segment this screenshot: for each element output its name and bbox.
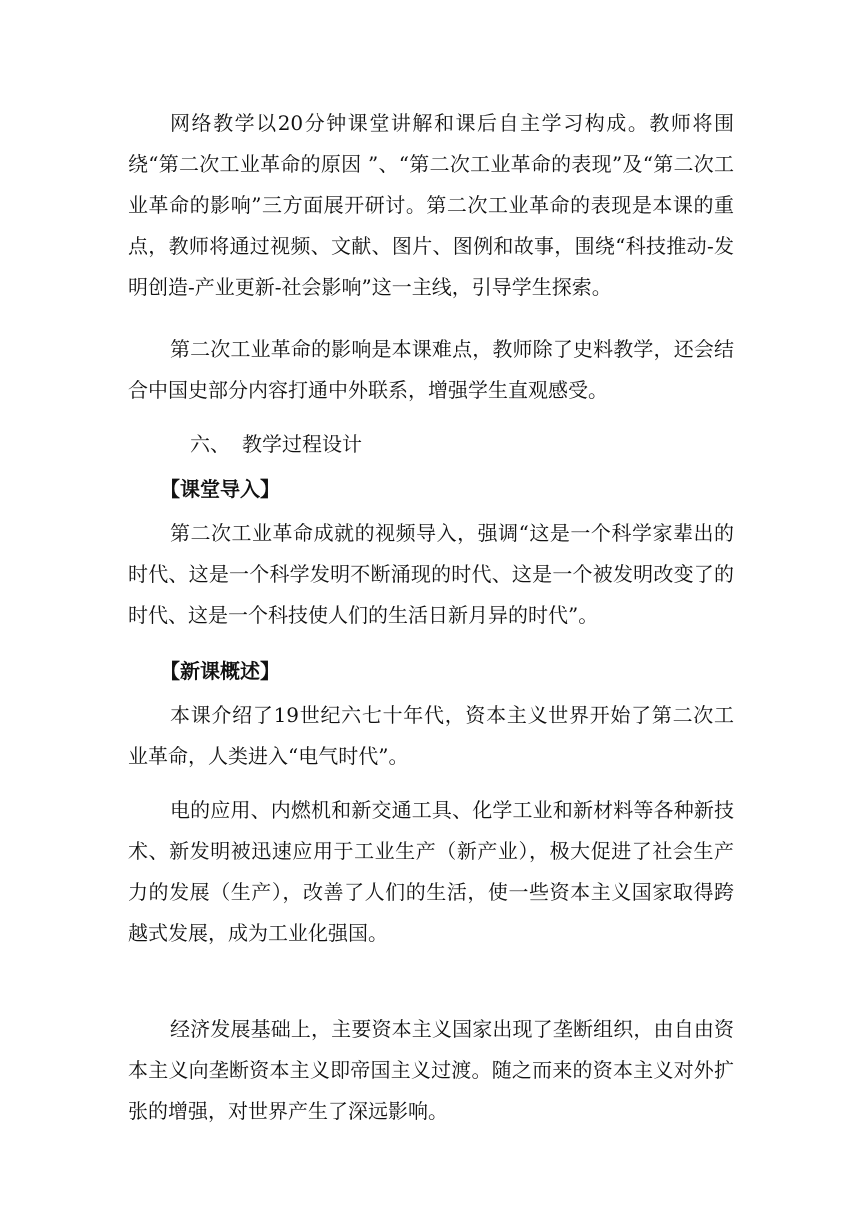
paragraph-difficulty: 第二次工业革命的影响是本课难点，教师除了史料教学，还会结合中国史部分内容打通中外联系，增强学生直观感受。 bbox=[128, 337, 734, 402]
paragraph-technology: 电的应用、内燃机和新交通工具、化学工业和新材料等各种新技术、新发明被迅速应用于工业生产（新产业），极大促进了社会生产力的发展（生产），改善了人们的生活，使一些资本主义国家取得跨越式发展，成为工业化强国。 bbox=[128, 798, 734, 945]
section-heading bbox=[190, 424, 362, 465]
paragraph-monopoly: 经济发展基础上，主要资本主义国家出现了垄断组织，由自由资本主义向垄断资本主义即帝国主义过渡。随之而来的资本主义对外扩张的增强，对世界产生了深远影响。 bbox=[128, 1017, 734, 1123]
section-number: 六、 bbox=[190, 432, 230, 456]
heading-new-lesson-overview: 【新课概述】 bbox=[160, 659, 280, 683]
paragraph-online-teaching: 网络教学以20分钟课堂讲解和课后自主学习构成。教师将围绕“第二次工业革命的原因 ”、“第二次工业革命的表现”及“第二次工业革命的影响”三方面展开研讨。第二次工业革命的表现是本课的重点，教师将通过视频、文献、图片、图例和故事，围绕“科技推动-发明创造-产业更新-社会影响”这一主线，引导学生探索。 bbox=[128, 111, 734, 299]
section-title: 教学过程设计 bbox=[242, 432, 362, 456]
heading-class-intro: 【课堂导入】 bbox=[160, 477, 280, 501]
paragraph-intro: 第二次工业革命成就的视频导入，强调“这是一个科学家辈出的时代、这是一个科学发明不断涌现的时代、这是一个被发明改变了的时代、这是一个科技使人们的生活日新月异的时代”。 bbox=[128, 521, 734, 627]
paragraph-overview: 本课介绍了19世纪六七十年代，资本主义世界开始了第二次工业革命，人类进入“电气时代”。 bbox=[128, 703, 734, 768]
